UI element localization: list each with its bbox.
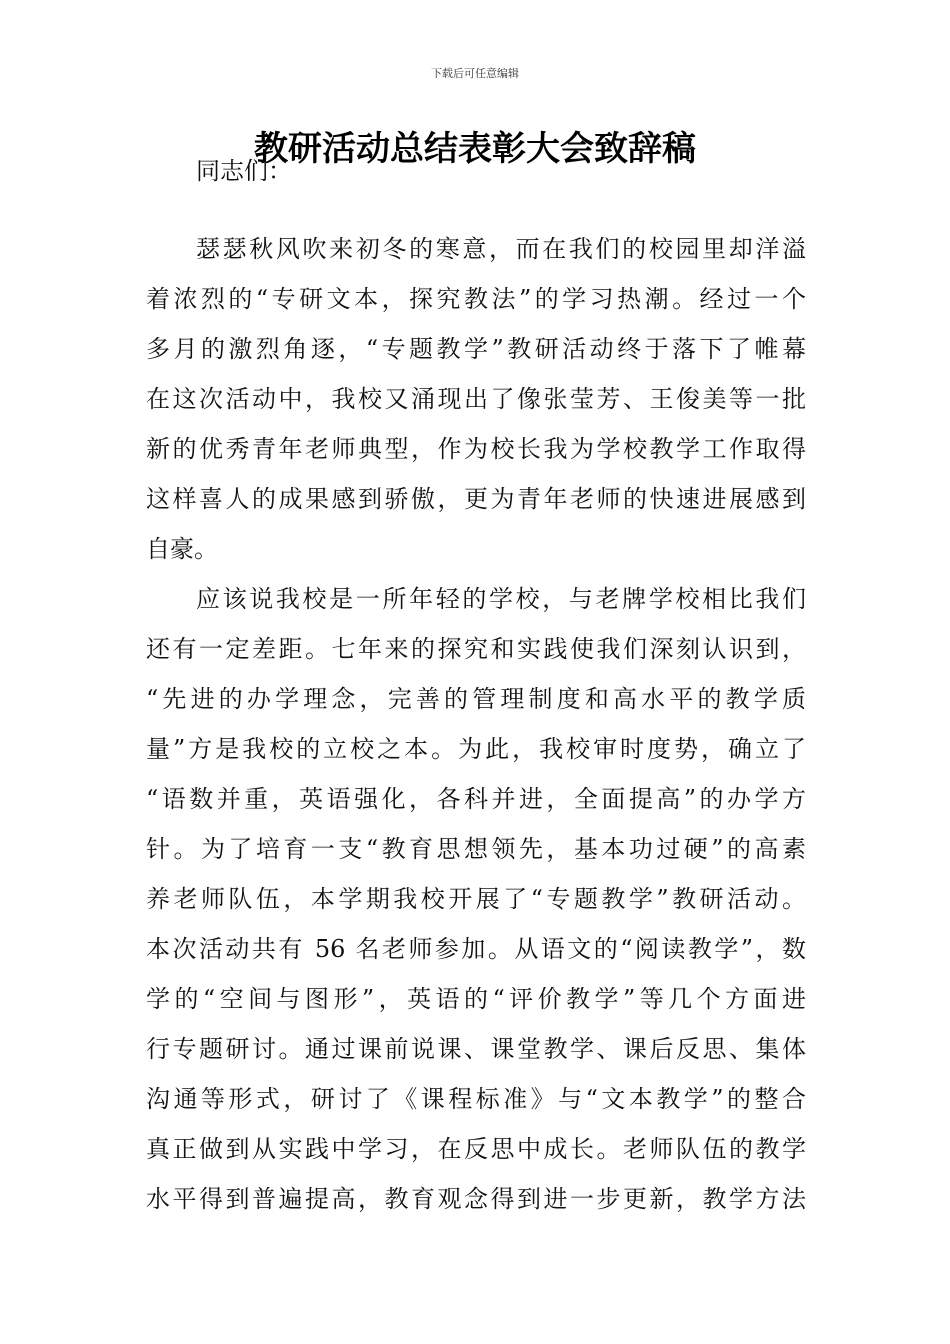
text-line: 瑟瑟秋风吹来初冬的寒意，而在我们的校园里却洋溢: [196, 235, 806, 263]
text-line: 这样喜人的成果感到骄傲，更为青年老师的快速进展感到: [146, 485, 806, 513]
document-title: 教研活动总结表彰大会致辞稿: [254, 129, 696, 169]
text-line: “语数并重，英语强化，各科并进，全面提高”的办学方: [146, 785, 806, 813]
text-line: 养老师队伍，本学期我校开展了“专题教学”教研活动。: [146, 885, 806, 913]
text-line: 量”方是我校的立校之本。为此，我校审时度势，确立了: [146, 735, 806, 763]
text-line: 学的“空间与图形”，英语的“评价教学”等几个方面进: [146, 985, 806, 1013]
text-line: 自豪。: [146, 535, 218, 563]
text-line: 水平得到普遍提高，教育观念得到进一步更新，教学方法: [146, 1185, 806, 1213]
text-line: 沟通等形式，研讨了《课程标准》与“文本教学”的整合: [146, 1085, 806, 1113]
text-line: 着浓烈的“专研文本，探究教法”的学习热潮。经过一个: [146, 285, 806, 313]
text-line: 行专题研讨。通过课前说课、课堂教学、课后反思、集体: [146, 1035, 806, 1063]
text-line: 本次活动共有 56 名老师参加。从语文的“阅读教学”，数: [146, 935, 806, 963]
text-line: 多月的激烈角逐，“专题教学”教研活动终于落下了帷幕: [146, 335, 806, 363]
text-line: 在这次活动中，我校又涌现出了像张莹芳、王俊美等一批: [146, 385, 806, 413]
text-line: 还有一定差距。七年来的探究和实践使我们深刻认识到，: [146, 635, 806, 663]
text-line: 应该说我校是一所年轻的学校，与老牌学校相比我们: [196, 585, 806, 613]
header-note: 下载后可任意编辑: [431, 67, 519, 80]
text-line: “先进的办学理念，完善的管理制度和高水平的教学质: [146, 685, 806, 713]
text-line: 新的优秀青年老师典型，作为校长我为学校教学工作取得: [146, 435, 806, 463]
salutation: 同志们：: [196, 157, 292, 185]
text-line: 真正做到从实践中学习，在反思中成长。老师队伍的教学: [146, 1135, 806, 1163]
text-line: 针。为了培育一支“教育思想领先，基本功过硬”的高素: [146, 835, 806, 863]
